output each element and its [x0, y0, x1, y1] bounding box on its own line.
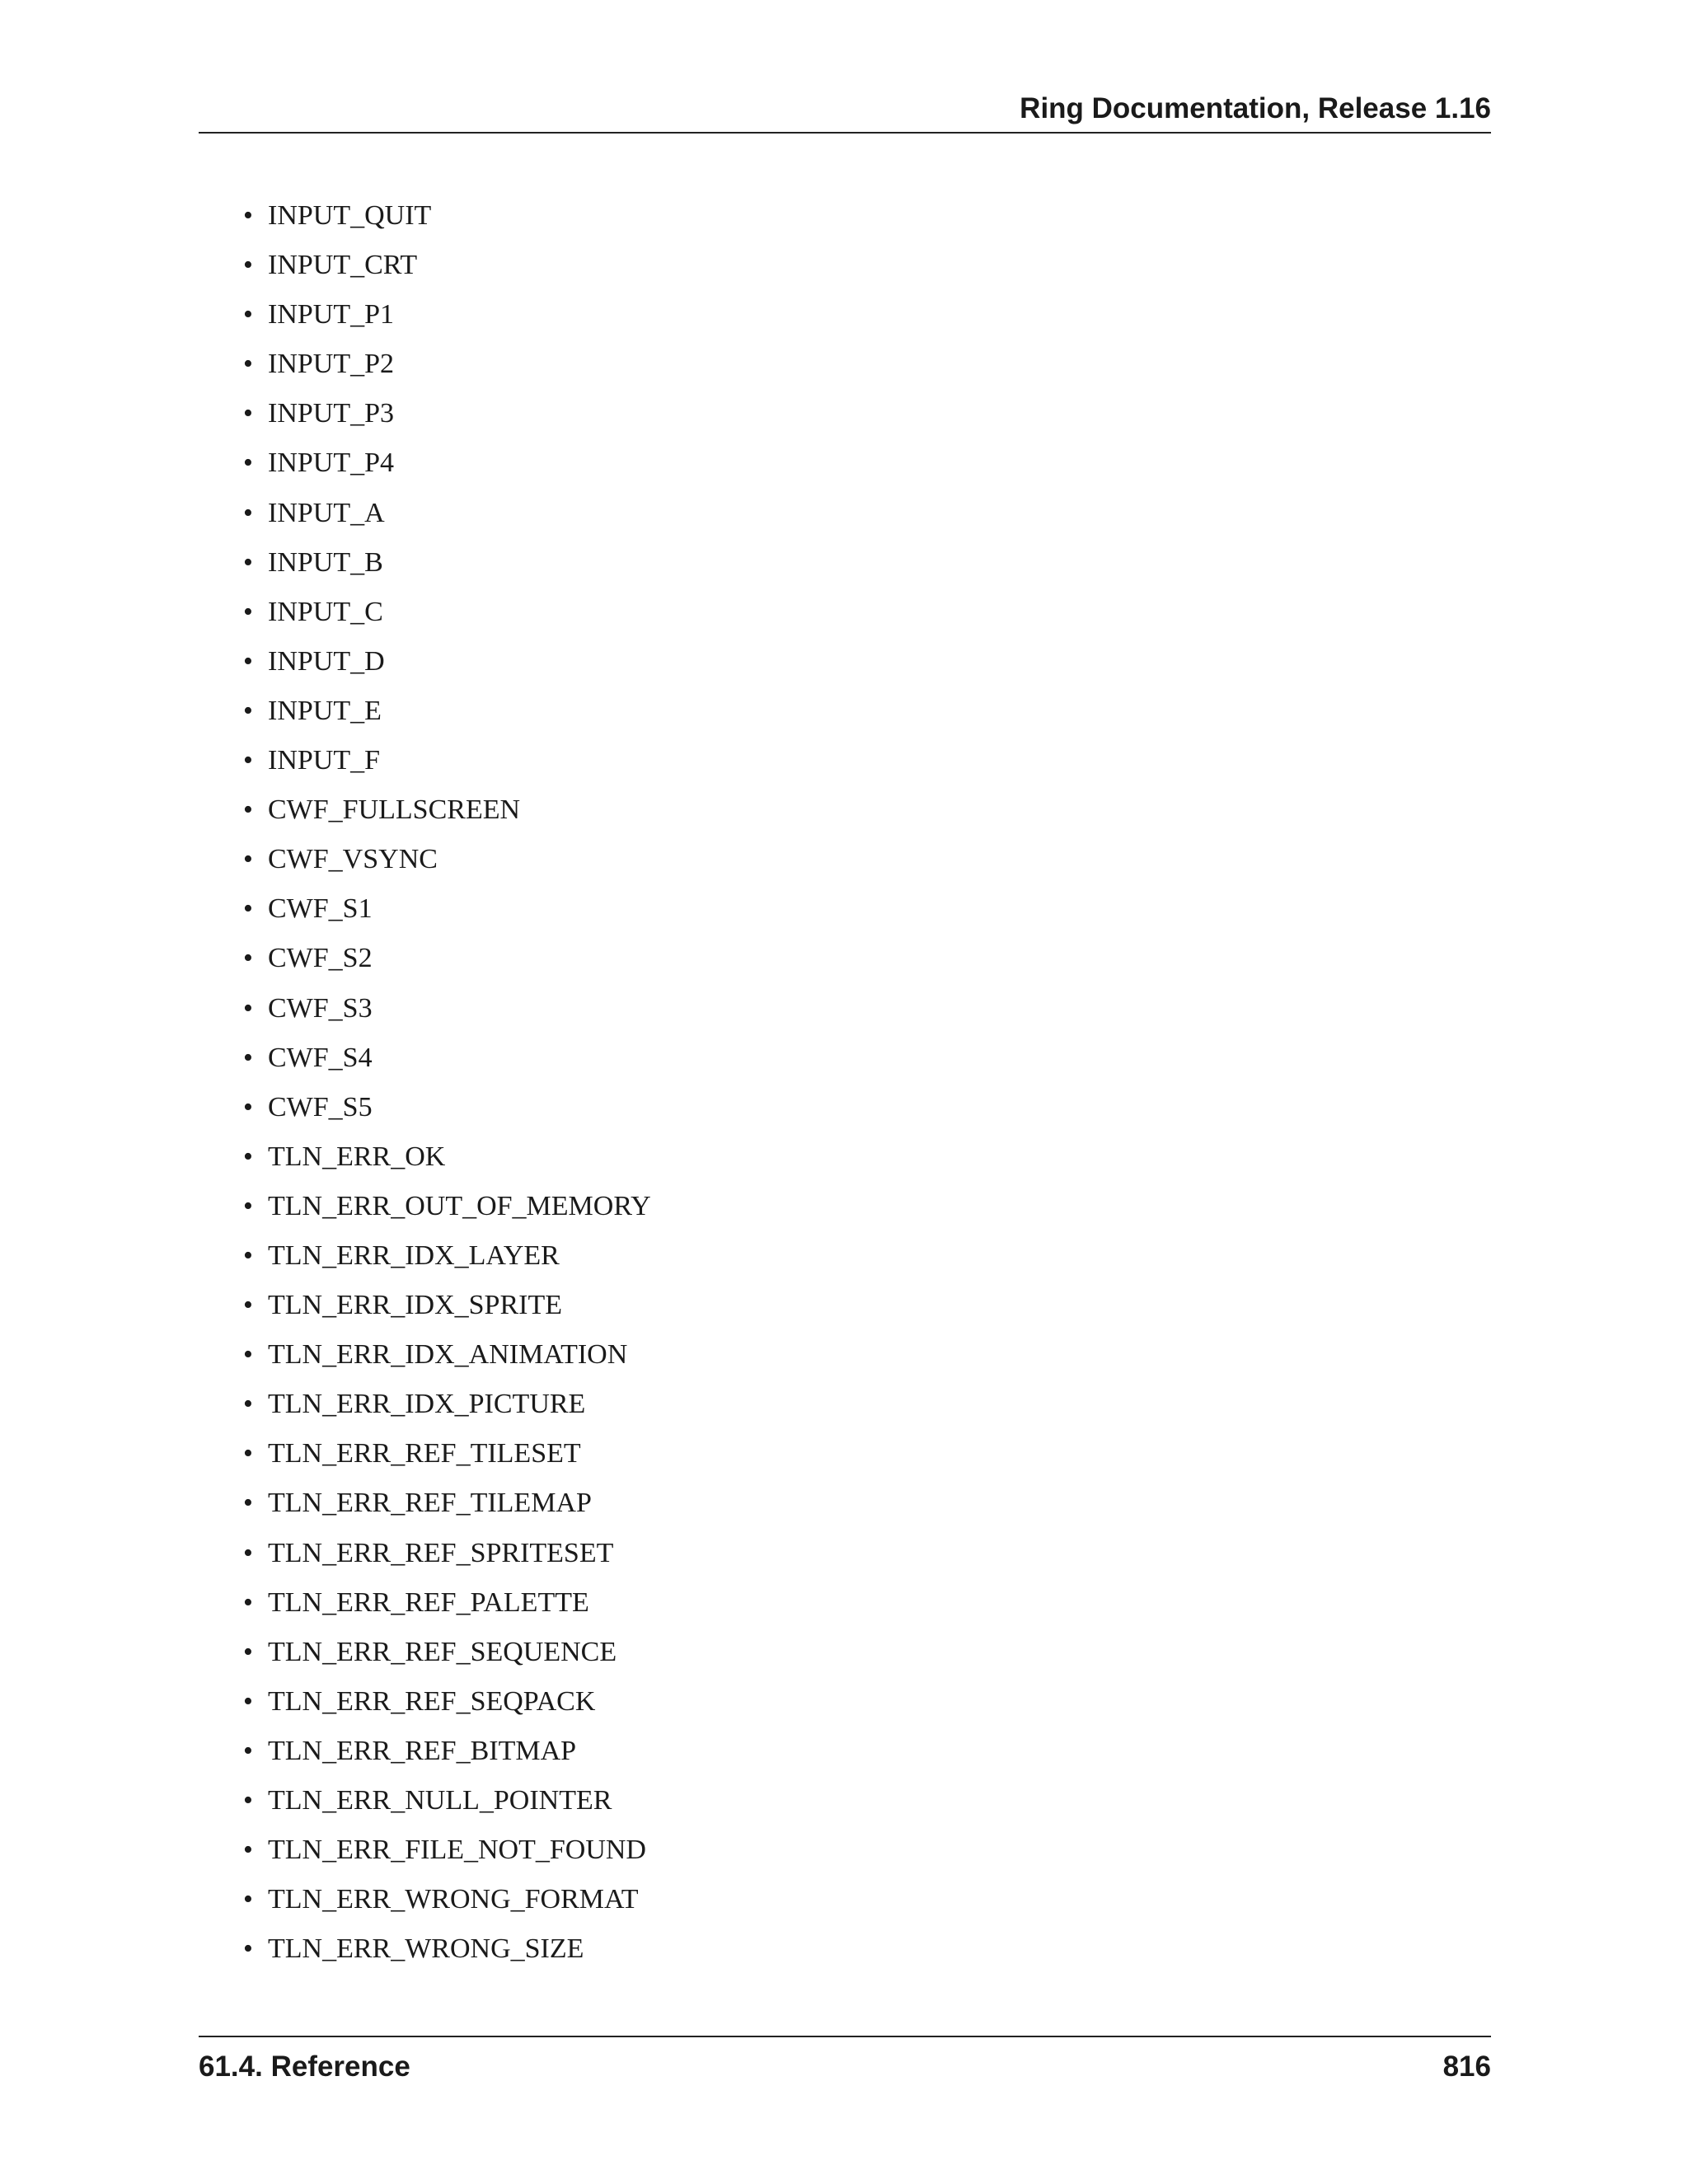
bullet-icon: • [243, 1339, 253, 1371]
bullet-icon: • [243, 992, 253, 1024]
bullet-icon: • [243, 1933, 253, 1965]
list-item-text: TLN_ERR_REF_TILESET [268, 1438, 581, 1469]
list-item-text: INPUT_P4 [268, 448, 395, 479]
list-item-text: CWF_S2 [268, 943, 373, 974]
bullet-icon: • [243, 398, 253, 429]
list-item-text: TLN_ERR_REF_SPRITESET [268, 1537, 614, 1568]
bullet-icon: • [243, 695, 253, 726]
bullet-icon: • [243, 596, 253, 627]
bullet-icon: • [243, 1636, 253, 1667]
list-item-text: INPUT_F [268, 745, 381, 776]
list-item-text: INPUT_P3 [268, 398, 395, 429]
list-item-text: INPUT_A [268, 497, 385, 528]
list-item-text: CWF_S3 [268, 992, 373, 1024]
list-item-text: TLN_ERR_IDX_LAYER [268, 1240, 560, 1271]
bullet-icon: • [243, 745, 253, 776]
list-item-text: CWF_S5 [268, 1091, 373, 1122]
bullet-icon: • [243, 1438, 253, 1469]
page-footer [199, 2036, 1491, 2083]
list-item-text: CWF_FULLSCREEN [268, 794, 521, 826]
list-item-text: TLN_ERR_IDX_PICTURE [268, 1389, 586, 1420]
list-item-text: TLN_ERR_REF_BITMAP [268, 1735, 577, 1766]
header-title: Ring Documentation, Release 1.16 [1020, 92, 1491, 124]
bullet-icon: • [243, 250, 253, 281]
bullet-icon: • [243, 1835, 253, 1866]
bullet-icon: • [243, 1735, 253, 1766]
page-header [199, 91, 1491, 134]
bullet-icon: • [243, 1290, 253, 1321]
bullet-icon: • [243, 1884, 253, 1915]
bullet-icon: • [243, 1488, 253, 1519]
bullet-icon: • [243, 893, 253, 925]
list-item-text: INPUT_CRT [268, 250, 418, 281]
list-item-text: CWF_VSYNC [268, 844, 438, 875]
bullet-icon: • [243, 349, 253, 380]
list-item-text: TLN_ERR_IDX_SPRITE [268, 1290, 562, 1321]
bullet-icon: • [243, 1141, 253, 1172]
bullet-icon: • [243, 546, 253, 578]
list-item-text: INPUT_D [268, 645, 385, 677]
bullet-icon: • [243, 1785, 253, 1816]
list-item-text: TLN_ERR_WRONG_SIZE [268, 1933, 584, 1965]
list-item-text: TLN_ERR_OK [268, 1141, 446, 1172]
bullet-icon: • [243, 1389, 253, 1420]
bullet-icon: • [243, 1042, 253, 1073]
list-item-text: TLN_ERR_IDX_ANIMATION [268, 1339, 628, 1371]
list-item-text: TLN_ERR_WRONG_FORMAT [268, 1884, 639, 1915]
bullet-icon: • [243, 1537, 253, 1568]
list-item-text: TLN_ERR_NULL_POINTER [268, 1785, 612, 1816]
list-item-text: INPUT_QUIT [268, 200, 432, 231]
bullet-icon: • [243, 448, 253, 479]
bullet-icon: • [243, 497, 253, 528]
list-item-text: CWF_S1 [268, 893, 373, 925]
bullet-icon: • [243, 645, 253, 677]
list-item-text: TLN_ERR_OUT_OF_MEMORY [268, 1190, 651, 1221]
bullet-icon: • [243, 200, 253, 231]
list-item-text: INPUT_C [268, 596, 383, 627]
bullet-icon: • [243, 844, 253, 875]
bullet-icon: • [243, 1685, 253, 1717]
list-item-text: TLN_ERR_REF_TILEMAP [268, 1488, 592, 1519]
list-item-text: TLN_ERR_REF_PALETTE [268, 1586, 589, 1618]
list-item-text: INPUT_B [268, 546, 383, 578]
list-item-text: INPUT_P1 [268, 299, 395, 330]
bullet-icon: • [243, 1240, 253, 1271]
bullet-icon: • [243, 794, 253, 826]
list-item-text: INPUT_E [268, 695, 382, 726]
list-item-text: INPUT_P2 [268, 349, 395, 380]
bullet-icon: • [243, 943, 253, 974]
bullet-icon: • [243, 1190, 253, 1221]
list-item-text: TLN_ERR_FILE_NOT_FOUND [268, 1835, 646, 1866]
list-item-text: TLN_ERR_REF_SEQPACK [268, 1685, 596, 1717]
list-item-text: CWF_S4 [268, 1042, 373, 1073]
bullet-icon: • [243, 1091, 253, 1122]
footer-section-title: 61.4. Reference [199, 2050, 410, 2083]
bullet-icon: • [243, 1586, 253, 1618]
bullet-icon: • [243, 299, 253, 330]
footer-page-number: 816 [1442, 2050, 1491, 2083]
list-item-text: TLN_ERR_REF_SEQUENCE [268, 1636, 617, 1667]
